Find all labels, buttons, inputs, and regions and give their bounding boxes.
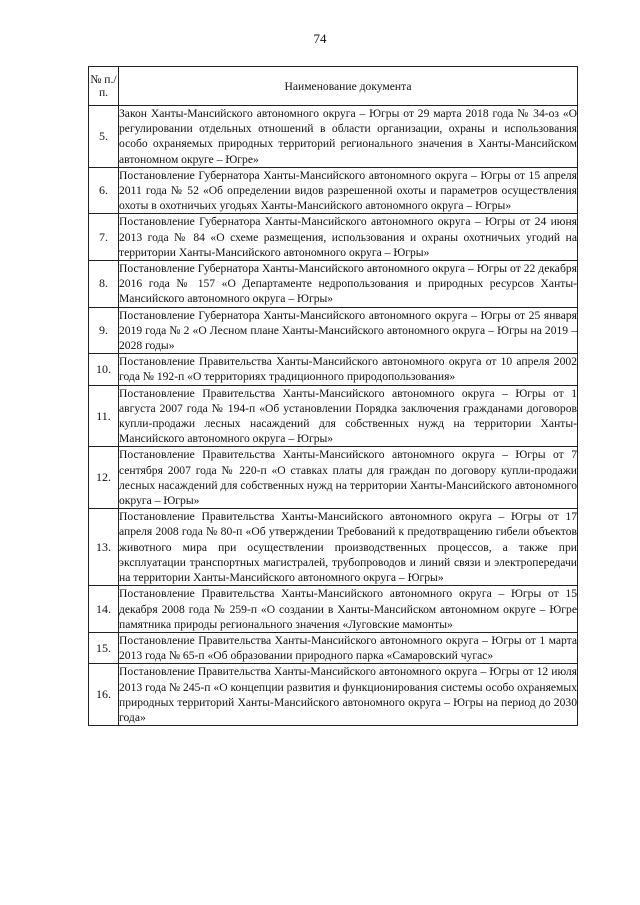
row-document: Постановление Правительства Ханты-Мансийского автономного округа – Югры от 17 апреля 2008 года № 80-п «Об утверждении Требований к предотвращению гибели объектов животного мира при осуществлении производственных процессов, а также при эксплуатации транспортных магистралей, трубопроводов и линий связи и электропередачи на территории Ханты-Мансийского автономного округа – Югры» [119,510,577,585]
row-number: 12. [89,447,119,509]
row-number: 16. [89,664,119,726]
row-document: Постановление Губернатора Ханты-Мансийского автономного округа – Югры от 24 июня 2013 года № 84 «О схеме размещения, использования и охраны охотничьих угодий на территории Ханты-Мансийского автономного округа – Югры» [119,215,577,259]
table-row [89,106,578,168]
row-document: Постановление Правительства Ханты-Мансийского автономного округа – Югры от 7 сентября 2007 года № 220-п «О ставках платы для граждан по договору купли-продажи лесных насаждений для собственных нужд на территории Ханты-Мансийского автономного округа – Югры» [119,448,577,508]
table-row [89,354,578,385]
row-number: 11. [89,385,119,447]
row-document: Постановление Правительства Ханты-Мансийского автономного округа от 10 апреля 2002 года № 192-п «О территориях традиционного природопользования» [119,355,577,384]
row-document: Постановление Губернатора Ханты-Мансийского автономного округа – Югры от 25 января 2019 года № 2 «О Лесном плане Ханты-Мансийского автономного округа – Югры на 2019 – 2028 годы» [119,308,577,353]
row-number: 10. [89,354,119,385]
row-number: 5. [89,106,119,168]
table-row [89,167,578,214]
row-number: 15. [89,632,119,663]
table-row [89,632,578,663]
table-row [89,509,578,586]
row-number: 7. [89,214,119,261]
table-row [89,586,578,633]
row-document: Постановление Правительства Ханты-Мансийского автономного округа – Югры от 12 июля 2013 года № 245-п «О концепции развития и функционирования системы особо охраняемых природных территорий Ханты-Мансийского автономного округа – Югры на период до 2030 года» [119,665,577,724]
table-row [89,447,578,509]
row-number: 6. [89,167,119,214]
table-row [89,385,578,447]
row-document: Постановление Правительства Ханты-Мансийского автономного округа – Югры от 1 марта 2013 года № 65-п «Об образовании природного парка «Самаровский чугас» [119,633,577,663]
table-header-row [89,67,578,106]
row-number: 14. [89,586,119,633]
row-number: 9. [89,307,119,354]
table-row [89,664,578,726]
header-document-name: Наименование документа [119,67,578,106]
row-document: Постановление Правительства Ханты-Мансийского автономного округа – Югры от 1 августа 2007 года № 194-п «Об установлении Порядка заключения гражданами договоров купли-продажи лесных насаждений для собственных нужд на территории Ханты-Мансийского автономного округа – Югры» [119,386,577,446]
row-number: 13. [89,509,119,586]
page-number: 74 [313,31,327,46]
row-document: Постановление Правительства Ханты-Мансийского автономного округа – Югры от 15 декабря 2008 года № 259-п «О создании в Ханты-Мансийском автономном округе – Югре памятника природы регионального значения «Луговские мамонты» [119,587,577,631]
documents-table [88,66,578,726]
table-row [89,307,578,354]
row-number: 8. [89,261,119,308]
table-row [89,261,578,308]
row-document: Постановление Губернатора Ханты-Мансийского автономного округа – Югры от 15 апреля 2011 года № 52 «Об определении видов разрешенной охоты и параметров осуществления охоты в охотничьих угодьях Ханты-Мансийского автономного округа – Югры» [119,168,577,213]
table-row [89,214,578,261]
header-number: № п./п. [89,67,119,106]
row-document: Постановление Губернатора Ханты-Мансийского автономного округа – Югры от 22 декабря 2016 года № 157 «О Департаменте недропользования и природных ресурсов Ханты-Мансийского автономного округа – Югры» [119,262,577,306]
row-document: Закон Ханты-Мансийского автономного округа – Югры от 29 марта 2018 года № 34-оз «О регулировании отдельных отношений в области организации, охраны и использования особо охраняемых природных территорий регионального значения в Ханты-Мансийском автономном округе – Югре» [119,107,577,166]
